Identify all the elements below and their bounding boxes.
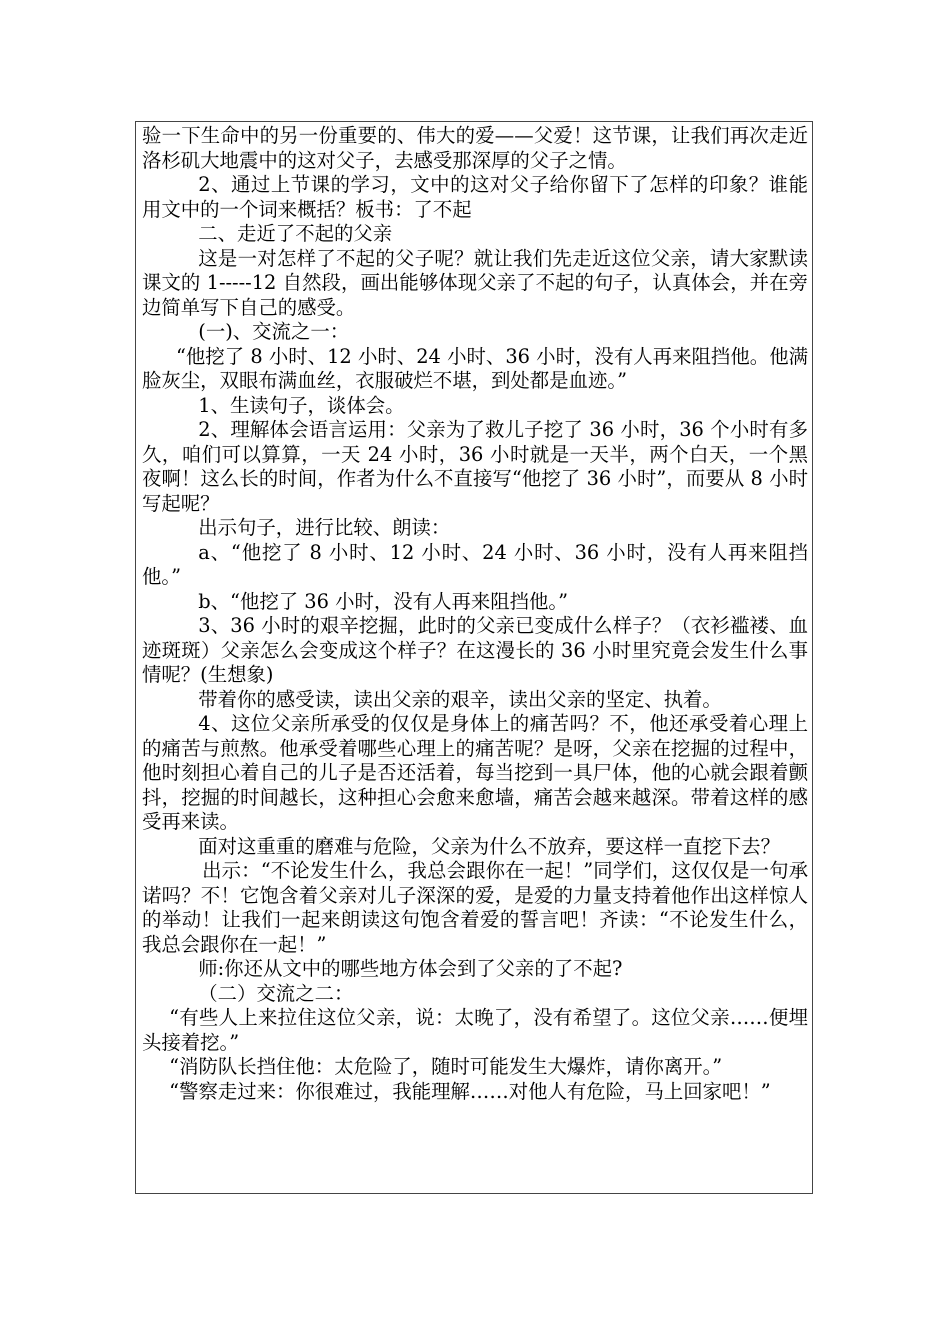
paragraph-promise: 出示：“不论发生什么，我总会跟你在一起！”同学们，这仅仅是一句承诺吗？不！它饱含着父亲对儿子深深的爱，是爱的力量支持着他作出这样惊人的举动！让我们一起来朗读这句饱含着爱的誓言吧！齐读：“不论发生什么，我总会跟你在一起！” (142, 859, 808, 956)
lesson-plan-text (142, 124, 808, 1104)
paragraph-step-3: 3、36 小时的艰辛挖掘，此时的父亲已变成什么样子？（衣衫褴褛、血迹斑斑）父亲怎么会变成这个样子？在这漫长的 36 小时里究竟会发生什么事情呢？(生想象) (142, 614, 808, 686)
quote-people-stop-father: “有些人上来拉住这位父亲，说：太晚了，没有希望了。这位父亲……便埋头接着挖。” (142, 1006, 808, 1054)
paragraph-step-1: 1、生读句子，谈体会。 (198, 393, 405, 417)
paragraph-why-not-give-up: 面对这重重的磨难与危险，父亲为什么不放弃，要这样一直挖下去？ (198, 834, 780, 858)
sentence-a: a、“他挖了 8 小时、12 小时、24 小时、36 小时，没有人再来阻挡他。” (142, 540, 808, 588)
paragraph-question-2: 2、通过上节课的学习，文中的这对父子给你留下了怎样的印象？谁能用文中的一个词来概括？板书：了不起 (142, 173, 808, 221)
paragraph-step-4: 4、这位父亲所承受的仅仅是身体上的痛苦吗？不，他还承受着心理上的痛苦与煎熬。他承受着哪些心理上的痛苦呢？是呀，父亲在挖掘的过程中，他时刻担心着自己的儿子是否还活着，每当挖到一具尸体，他的心就会跟着颤抖，挖掘的时间越长，这种担心会愈来愈墙，痛苦会越来越深。带着这样的感受再来读。 (142, 712, 808, 833)
quote-fire-chief: “消防队长挡住他：太危险了，随时可能发生大爆炸，请你离开。” (169, 1055, 723, 1078)
quote-police: “警察走过来：你很难过，我能理解……对他人有危险，马上回家吧！” (169, 1079, 771, 1103)
subsection-heading-2: （二）交流之二： (198, 981, 354, 1005)
paragraph-compare-intro: 出示句子，进行比较、朗读： (198, 516, 451, 539)
paragraph-step-2: 2、理解体会语言运用：父亲为了救儿子挖了 36 小时，36 个小时有多久，咱们可以算算，一天 24 小时，36 小时就是一天半，两个白天，一个黑夜啊！这么长的时间，作者为什么不直接写“他挖了 36 小时”，而要从 8 小时写起呢？ (142, 418, 808, 515)
paragraph-read-with-feeling: 带着你的感受读，读出父亲的艰辛，读出父亲的坚定、执着。 (198, 687, 722, 711)
section-heading-2: 二、走近了不起的父亲 (198, 222, 393, 245)
paragraph-reading-task: 这是一对怎样了不起的父子呢？就让我们先走近这位父亲，请大家默读课文的 1-----12 自然段，画出能够体现父亲了不起的句子，认真体会，并在旁边简单写下自己的感受。 (142, 246, 808, 319)
paragraph-intro-continuation: 验一下生命中的另一份重要的、伟大的爱——父爱！这节课，让我们再次走近洛杉矶大地震中的这对父子，去感受那深厚的父子之情。 (142, 124, 808, 172)
subsection-heading-1: (一)、交流之一： (198, 320, 350, 343)
paragraph-teacher-question: 师:你还从文中的哪些地方体会到了父亲的了不起? (198, 957, 623, 980)
sentence-b: b、“他挖了 36 小时，没有人再来阻挡他。” (198, 589, 569, 613)
quote-father-digging: “他挖了 8 小时、12 小时、24 小时、36 小时，没有人再来阻挡他。他满脸灰尘，双眼布满血丝，衣服破烂不堪，到处都是血迹。” (142, 344, 808, 392)
